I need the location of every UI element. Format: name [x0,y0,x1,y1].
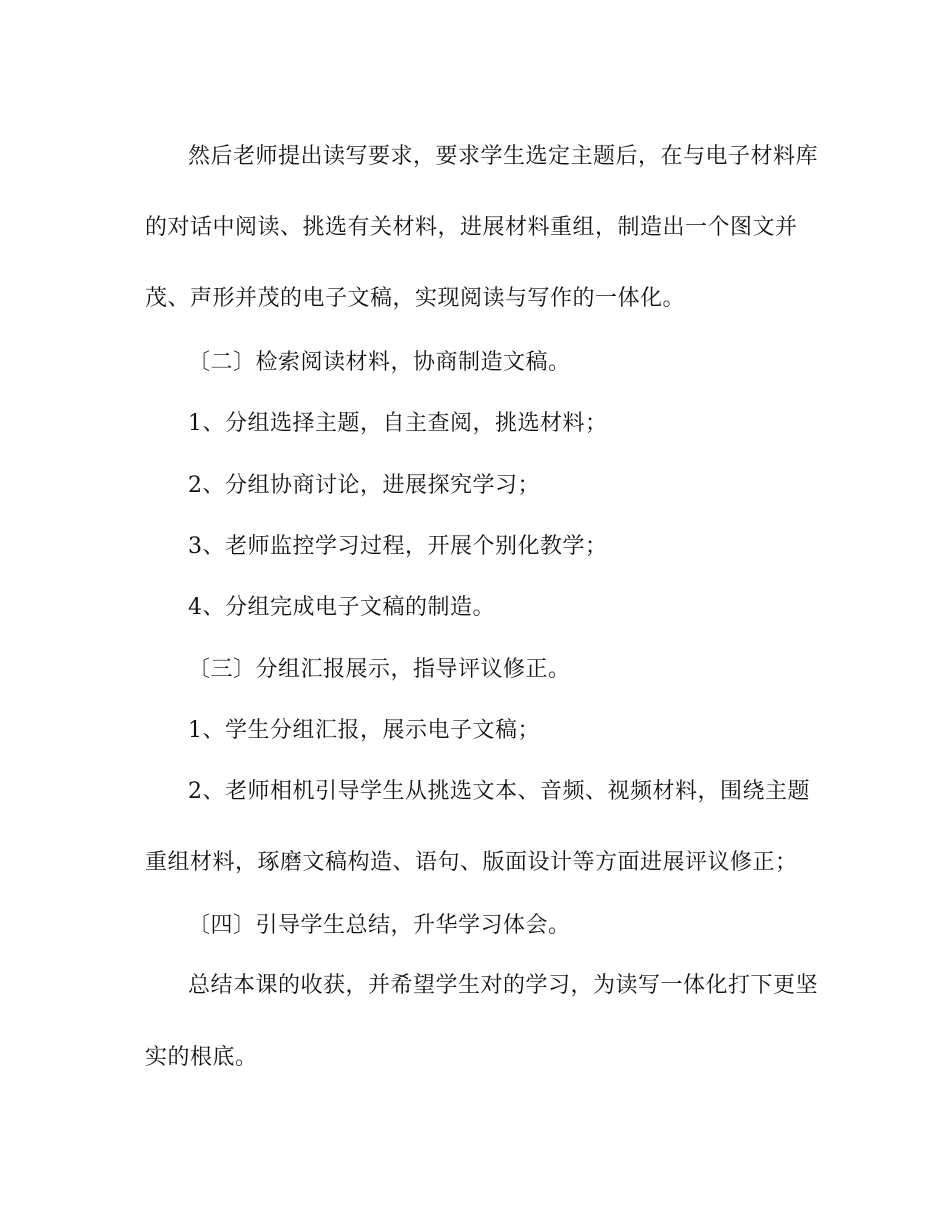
paragraph-line: 总结本课的收获，并希望学生对的学习，为读写一体化打下更坚 [188,973,819,998]
section-heading: 〔二〕检索阅读材料，协商制造文稿。 [188,350,571,375]
list-item: 1、分组选择主题，自主查阅，挑选材料； [188,411,608,436]
paragraph-line: 茂、声形并茂的电子文稿，实现阅读与写作的一体化。 [145,286,686,311]
paragraph-line: 实的根底。 [145,1045,258,1070]
section-heading: 〔四〕引导学生总结，升华学习体会。 [188,913,571,938]
list-item: 1、学生分组汇报，展示电子文稿； [188,718,540,743]
list-item: 4、分组完成电子文稿的制造。 [188,595,495,620]
section-heading: 〔三〕分组汇报展示，指导评议修正。 [188,657,571,682]
paragraph-line: 的对话中阅读、挑选有关材料，进展材料重组，制造出一个图文并 [145,215,798,240]
list-item: 3、老师监控学习过程，开展个别化教学； [188,534,608,559]
list-item: 2、老师相机引导学生从挑选文本、音频、视频材料，围绕主题 [188,779,810,804]
paragraph-line: 然后老师提出读写要求，要求学生选定主题后，在与电子材料库 [188,144,819,169]
paragraph-line: 重组材料，琢磨文稿构造、语句、版面设计等方面进展评议修正； [145,850,798,875]
list-item: 2、分组协商讨论，进展探究学习； [188,473,540,498]
